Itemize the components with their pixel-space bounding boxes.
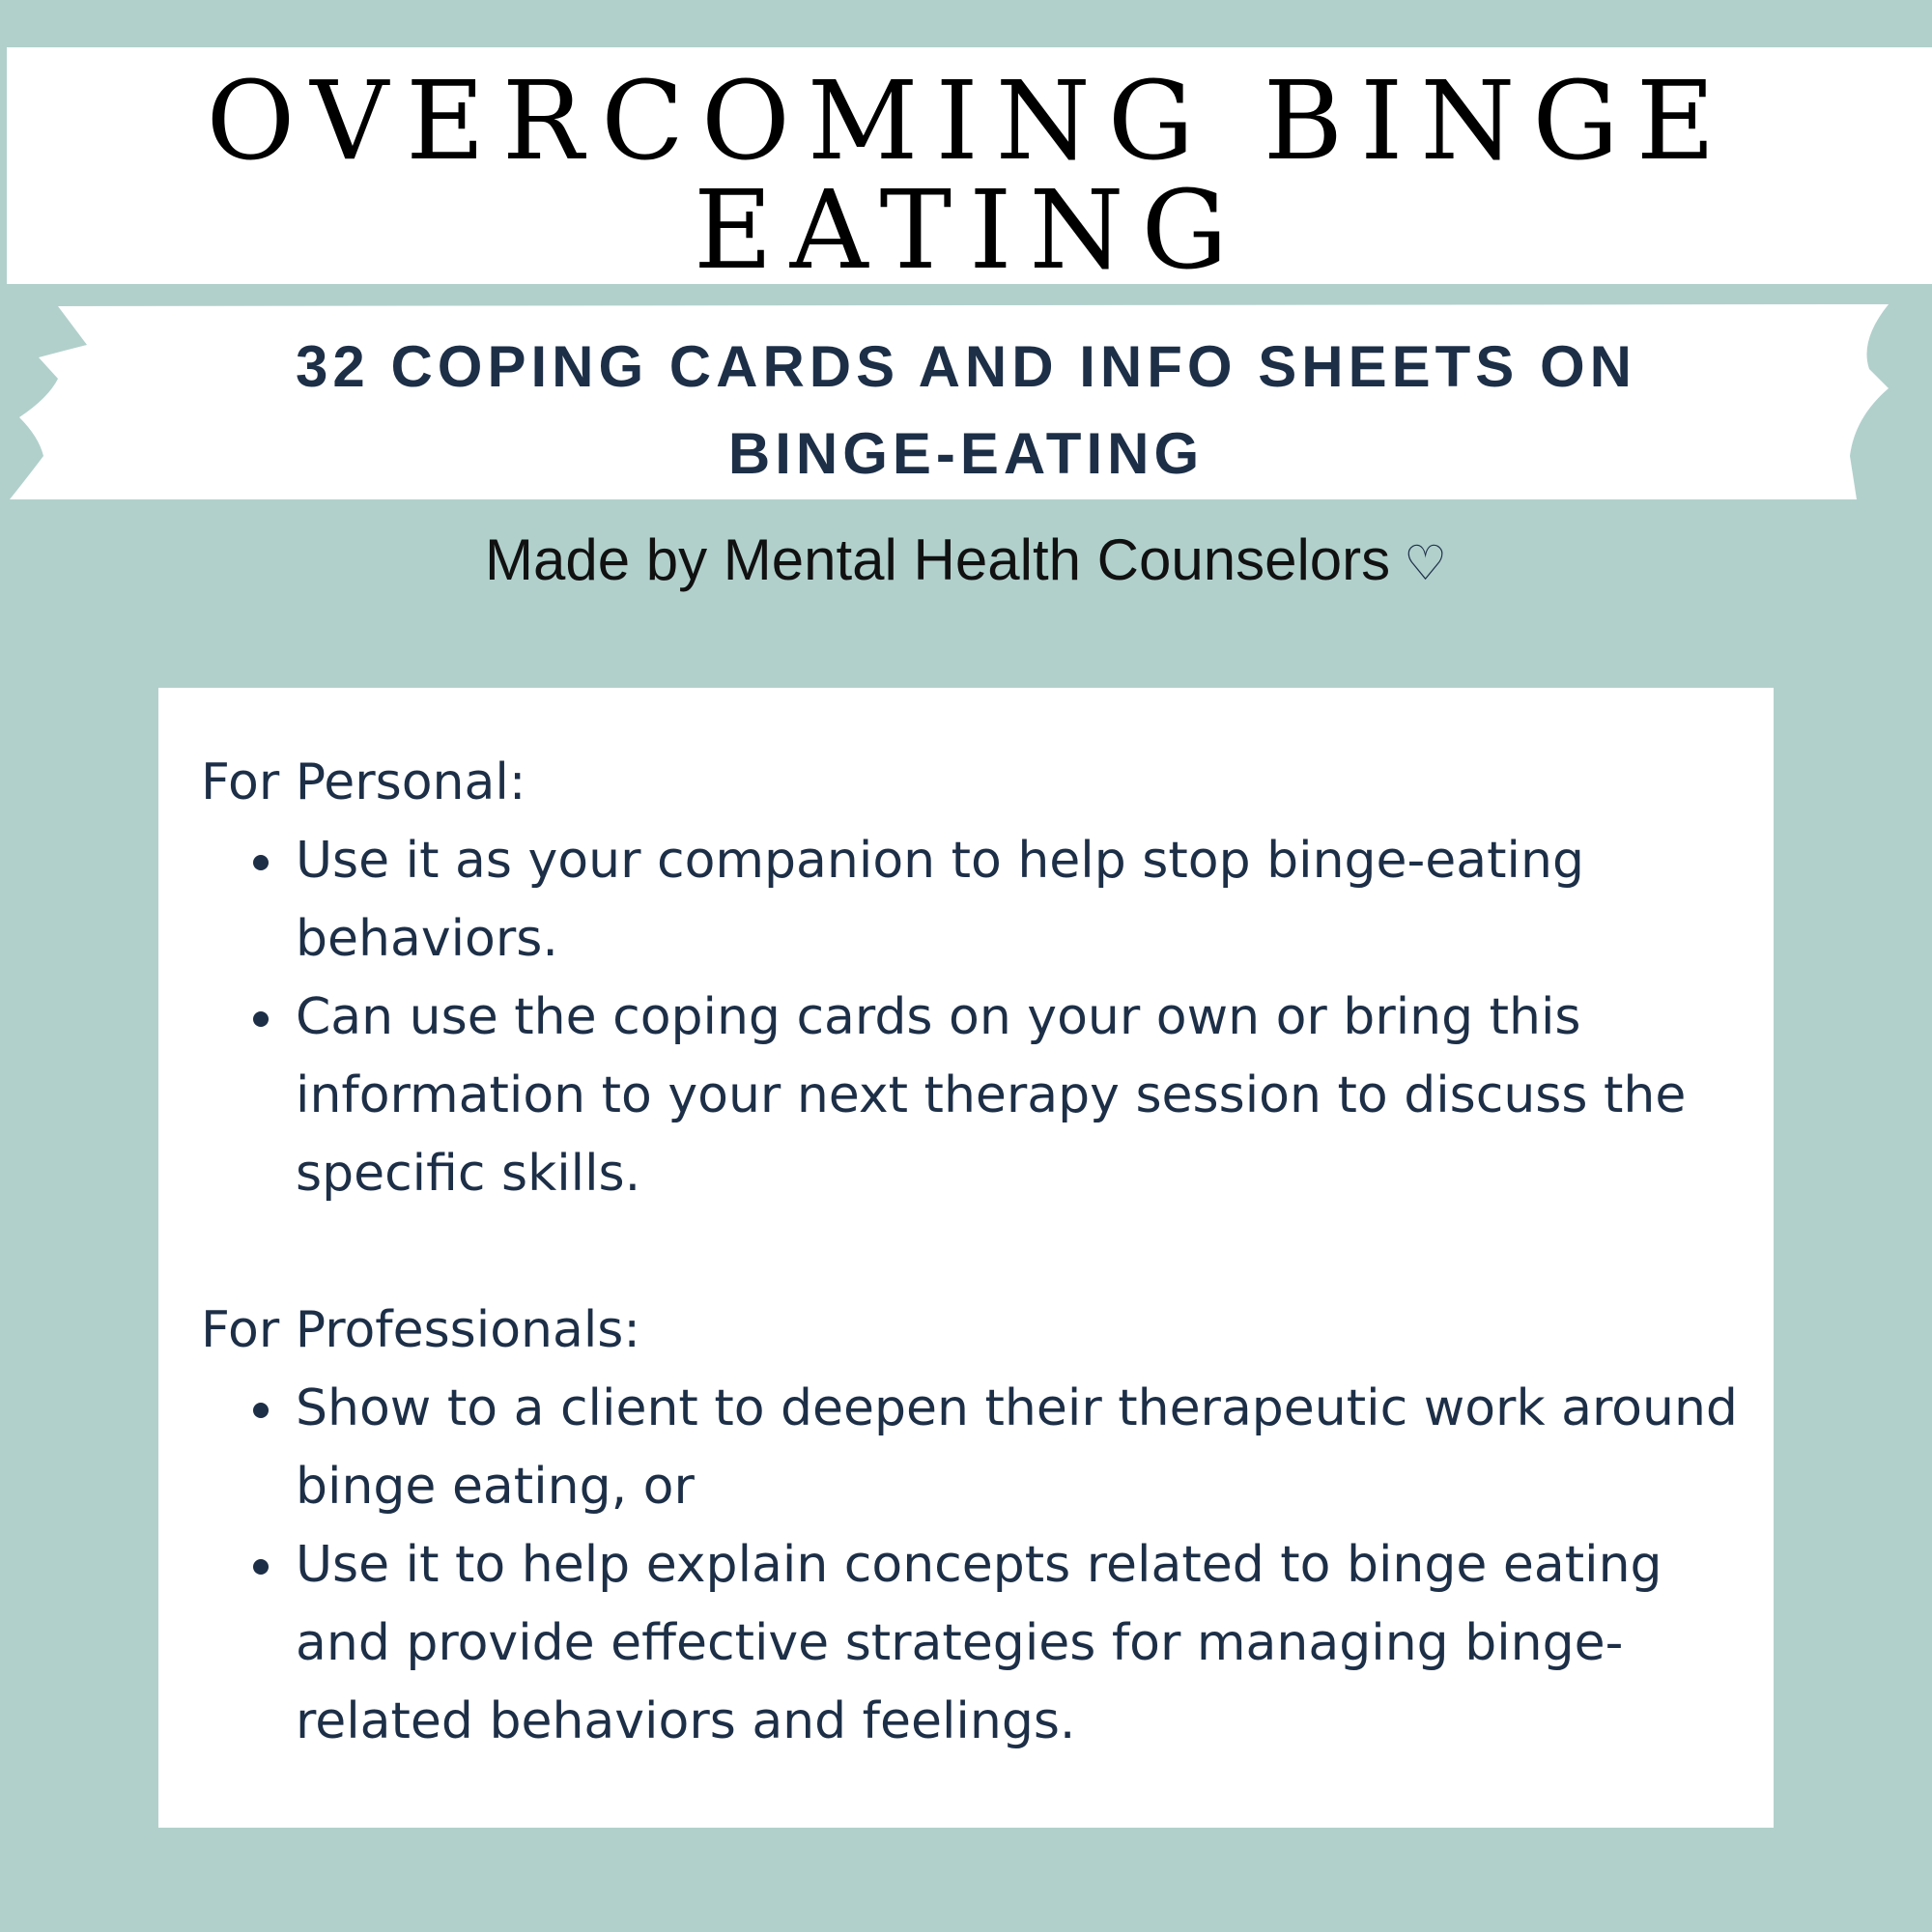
list-item: [201, 1370, 1766, 1526]
section-spacer: [201, 1213, 1766, 1292]
bullet-list: [201, 1370, 1766, 1761]
bullet-icon: [253, 1403, 269, 1418]
section-heading: For Personal:: [201, 753, 526, 811]
bullet-icon: [253, 1559, 269, 1575]
title-line-1: OVERCOMING BINGE: [206, 59, 1733, 185]
info-card: [158, 688, 1774, 1828]
section-heading: For Professionals:: [201, 1301, 640, 1359]
ribbon-line-1: 32 COPING CARDS AND INFO SHEETS ON: [296, 334, 1636, 399]
list-item-text: Use it to help explain concepts related to binge eating and provide effective strategies for managing binge-related behaviors and feelings.: [296, 1536, 1662, 1750]
bullet-icon: [253, 1011, 269, 1027]
list-item: [201, 1526, 1766, 1761]
list-item-text: Use it as your companion to help stop binge-eating behaviors.: [296, 832, 1584, 968]
title-line-2: EATING: [694, 168, 1245, 294]
list-item-text: Can use the coping cards on your own or bring this information to your next therapy session to discuss the specific skills.: [296, 988, 1687, 1203]
bullet-icon: [253, 855, 269, 870]
title-banner: [7, 47, 1932, 294]
section-professionals: [201, 1292, 1766, 1761]
subtitle-ribbon: [0, 301, 1932, 504]
byline-text: Made by Mental Health Counselors: [485, 527, 1391, 592]
bullet-list: [201, 822, 1766, 1213]
info-card-content: [201, 744, 1766, 1761]
list-item: [201, 822, 1766, 979]
section-personal: [201, 744, 1766, 1213]
list-item: [201, 979, 1766, 1213]
list-item-text: Show to a client to deepen their therapeutic work around binge eating, or: [296, 1379, 1738, 1516]
ribbon-line-2: BINGE-EATING: [727, 421, 1205, 486]
heart-icon: ♡: [1404, 535, 1447, 591]
byline: [0, 522, 1932, 602]
